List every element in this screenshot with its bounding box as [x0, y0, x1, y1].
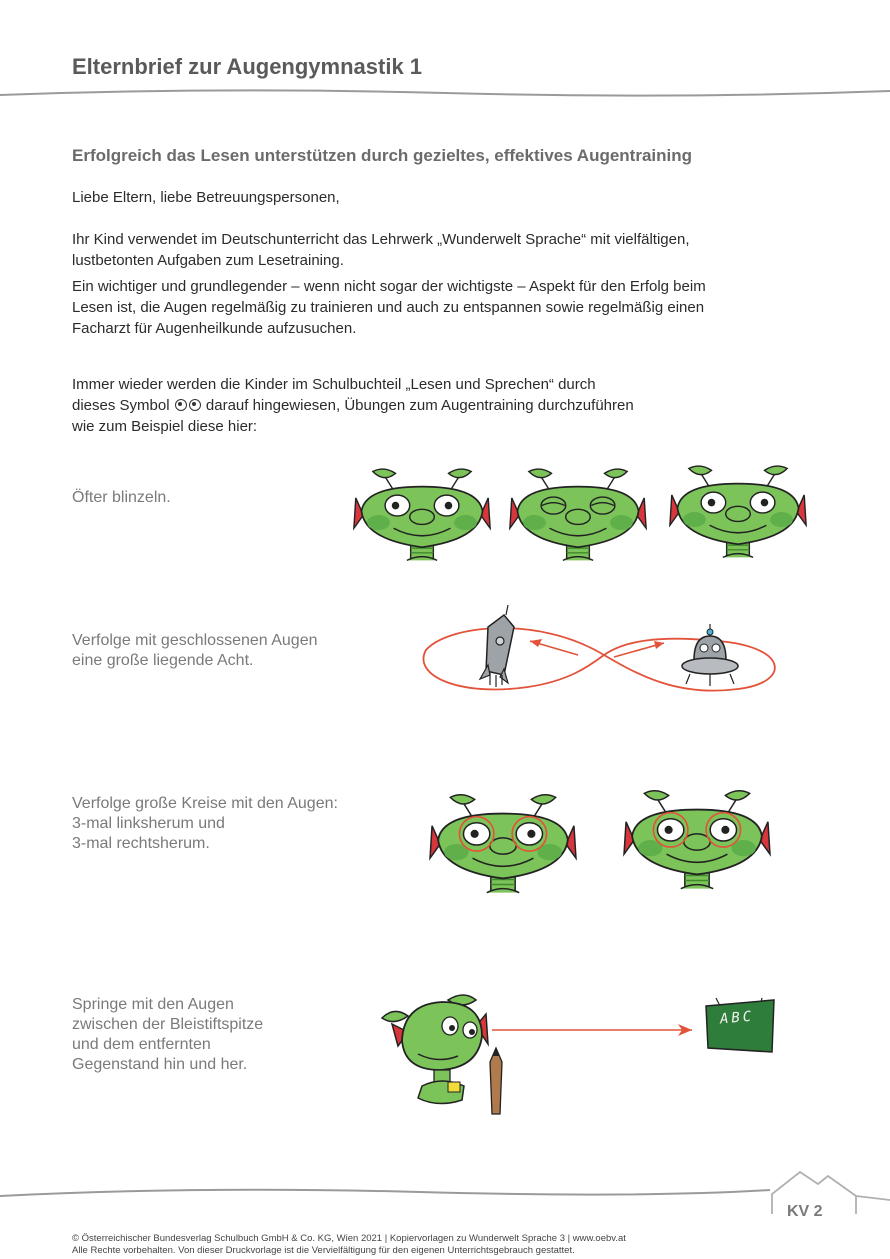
exercise-1-text	[72, 488, 372, 508]
exercise-line: zwischen der Bleistiftspitze	[72, 1016, 264, 1033]
paragraph-3-text: dieses Symbol	[72, 397, 170, 414]
blackboard-text: ABC	[719, 1008, 755, 1028]
jump-arrow	[492, 1023, 702, 1037]
paragraph-3-text: darauf hingewiesen, Übungen zum Augentraining durchzuführen	[205, 397, 634, 414]
ufo-icon	[680, 624, 740, 688]
rocket-icon	[478, 605, 518, 687]
footer-text	[72, 1233, 712, 1257]
page-title: Elternbrief zur Augengymnastik 1	[72, 54, 423, 79]
section-subtitle: Erfolgreich das Lesen unterstützen durch gezieltes, effektives Augentraining	[72, 146, 693, 165]
exercise-line: Verfolge große Kreise mit den Augen:	[72, 795, 338, 812]
header-rule	[0, 85, 890, 105]
exercise-line: Gegenstand hin und her.	[72, 1056, 248, 1073]
page-label: KV 2	[787, 1203, 823, 1220]
exercise-line: und dem entfernten	[72, 1036, 211, 1053]
paragraph-2	[72, 276, 792, 339]
paragraph-3-line	[72, 395, 792, 416]
exercise-line: 3-mal linksherum und	[72, 815, 225, 832]
paragraph-3-line: wie zum Beispiel diese hier:	[72, 418, 258, 435]
exercise-2-text	[72, 631, 372, 671]
paragraph-2-line: Lesen ist, die Augen regelmäßig zu trainieren und auch zu entspannen sowie regelmäßig einen	[72, 299, 705, 316]
footer-line: © Österreichischer Bundesverlag Schulbuch GmbH & Co. KG, Wien 2021 | Kopiervorlagen zu Wunderwelt Sprache 3 | www.oebv.at	[72, 1233, 626, 1244]
exercise-line: Springe mit den Augen	[72, 996, 234, 1013]
paragraph-2-line: Facharzt für Augenheilkunde aufzusuchen.	[72, 320, 357, 337]
alien-icon	[668, 462, 808, 562]
eye-symbol-icon	[189, 399, 201, 411]
alien-icon	[508, 465, 648, 565]
paragraph-1	[72, 229, 792, 271]
greeting: Liebe Eltern, liebe Betreuungspersonen,	[72, 189, 340, 206]
exercise-line: Verfolge mit geschlossenen Augen	[72, 632, 318, 649]
exercise-line: 3-mal rechtsherum.	[72, 835, 210, 852]
alien-icon	[622, 786, 772, 894]
paragraph-3	[72, 374, 792, 437]
eye-symbol-icon	[175, 399, 187, 411]
alien-icon	[352, 465, 492, 565]
footer-line: Alle Rechte vorbehalten. Von dieser Druckvorlage ist die Vervielfältigung für den eigenen Unterrichtsgebrauch gestattet.	[72, 1245, 575, 1256]
paragraph-1-line: lustbetonten Aufgaben zum Lesetraining.	[72, 252, 344, 269]
exercise-3-text	[72, 794, 372, 854]
paragraph-3-line: Immer wieder werden die Kinder im Schulbuchteil „Lesen und Sprechen“ durch	[72, 376, 596, 393]
paragraph-2-line: Ein wichtiger und grundlegender – wenn nicht sogar der wichtigste – Aspekt für den Erfolg beim	[72, 278, 706, 295]
pencil-icon	[484, 1048, 508, 1118]
exercise-line: eine große liegende Acht.	[72, 652, 254, 669]
alien-icon	[378, 990, 498, 1110]
exercise-line: Öfter blinzeln.	[72, 489, 171, 506]
alien-icon	[428, 790, 578, 898]
exercise-4-text	[72, 995, 372, 1075]
paragraph-1-line: Ihr Kind verwendet im Deutschunterricht das Lehrwerk „Wunderwelt Sprache“ mit vielfältigen,	[72, 231, 690, 248]
